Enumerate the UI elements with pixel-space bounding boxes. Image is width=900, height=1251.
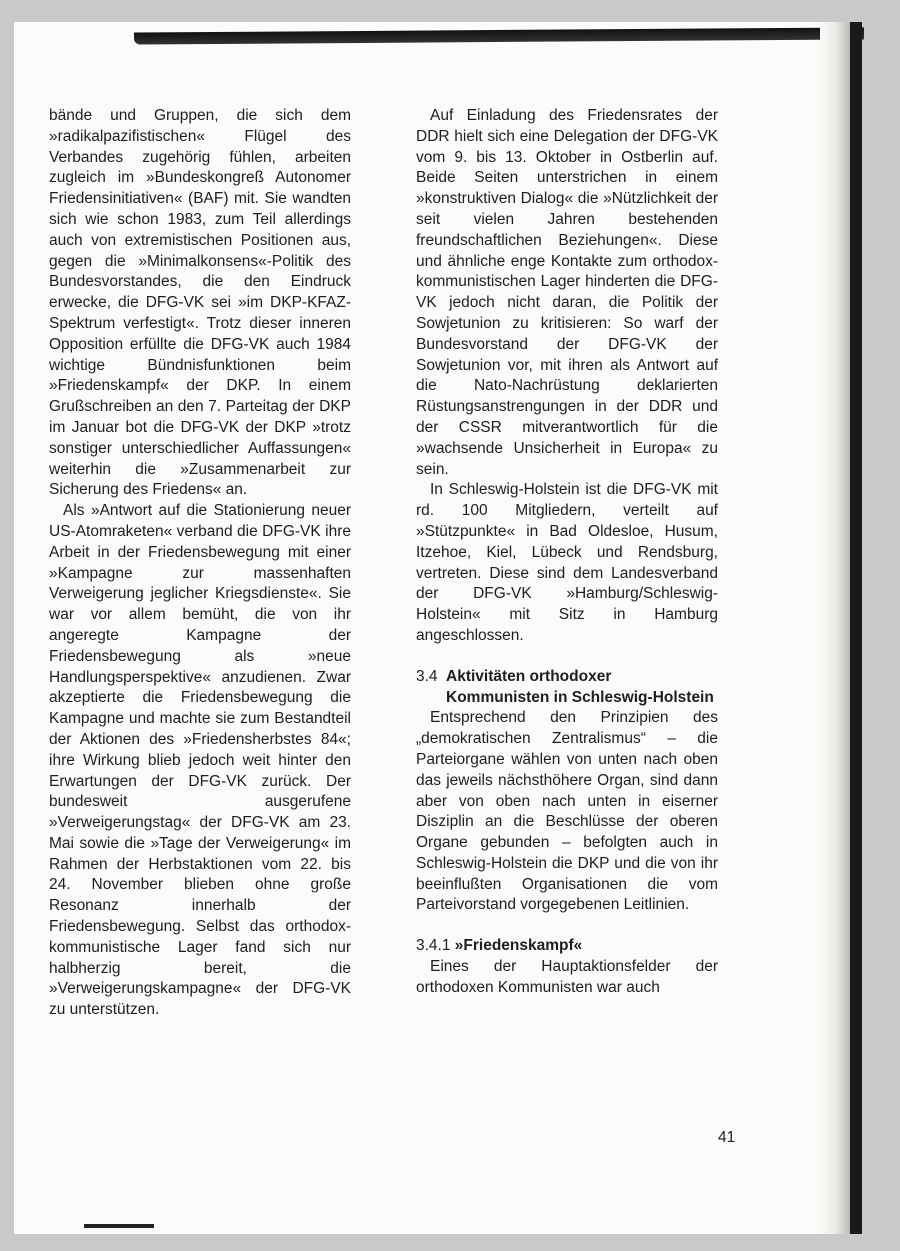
paragraph: In Schleswig-Holstein ist die DFG-VK mit rd. 100 Mitgliedern, verteilt auf »Stützpunkte« in Bad Oldesloe, Husum, Itzehoe, Kiel, Lübeck und Rendsburg, vertreten. Diese sind dem Landesverband der DFG-VK »Hamburg/Schleswig-Holstein« mit Sitz in Hamburg angeschlossen.: [416, 481, 718, 644]
section-title: Aktivitäten orthodoxer Kommunisten in Schleswig-Holstein: [446, 667, 714, 706]
scan-edge-bottom: [84, 1224, 154, 1228]
paragraph: Auf Einladung des Friedensrates der DDR hielt sich eine Delegation der DFG-VK vom 9. bis 13. Oktober in Ostberlin auf. Beide Seiten unterstrichen in einem »konstruktiven Dialog« die »Nützlichkeit der seit vielen Jahren bestehenden freundschaftlichen Beziehungen«. Diese und ähnliche enge Kontakte zum orthodox-kommunistischen Lager hinderten die DFG-VK jedoch nicht daran, die Politik der Sowjetunion zu kritisieren: So warf der Bundesvorstand der DFG-VK der Sowjetunion vor, mit ihren als Antwort auf die Nato-Nachrüstung deklarierten Rüstungsanstrengungen in der DDR und der CSSR mitverantwortlich für die »wachsende Unsicherheit in Europa« zu sein.: [416, 107, 718, 478]
scan-edge-right: [850, 22, 862, 1234]
left-column: [49, 106, 351, 1021]
subsection-number: 3.4.1: [416, 937, 451, 955]
section-heading: [416, 667, 718, 709]
page-number: 41: [718, 1129, 736, 1146]
paragraph: Entsprechend den Prinzipien des „demokratischen Zentralismus“ – die Parteiorgane wählen von unten nach oben das jeweils nächsthöhere Organ, sind dann aber von oben nach unten in eiserner Disziplin an die Beschlüsse der oberen Organe gebunden – befolgten auch in Schleswig-Holstein die DKP und die von ihr beeinflußten Organisationen die vom Parteivorstand vorgegebenen Leitlinien.: [416, 709, 718, 914]
paragraph: Eines der Hauptaktionsfelder der orthodoxen Kommunisten war auch: [416, 958, 718, 996]
scan-edge-top: [134, 27, 864, 44]
section-number: 3.4: [416, 667, 438, 685]
paragraph: bände und Gruppen, die sich dem »radikalpazifistischen« Flügel des Verbandes zugehörig fühlen, arbeiten zugleich im »Bundeskongreß Autonomer Friedensinitiativen« (BAF) mit. Sie wandten sich wie schon 1983, zum Teil allerdings auch von extremistischen Positionen aus, gegen die »Minimalkonsens«-Politik des Bundesvorstandes, die den Eindruck erwecke, die DFG-VK sei »im DKP-KFAZ-Spektrum verfestigt«. Trotz dieser inneren Opposition erfüllte die DFG-VK auch 1984 wichtige Bündnisfunktionen beim »Friedenskampf« der DKP. In einem Grußschreiben an den 7. Parteitag der DKP im Januar bot die DFG-VK der DKP »trotz sonstiger unterschiedlicher Auffassungen« weiterhin die »Zusammenarbeit zur Sicherung des Friedens« an.: [49, 107, 351, 499]
subsection-heading: [416, 936, 718, 957]
paragraph: Als »Antwort auf die Stationierung neuer US-Atomraketen« verband die DFG-VK ihre Arbeit in der Friedensbewegung mit einer »Kampagne zur massenhaften Verweigerung jeglicher Kriegsdienste«. Sie war vor allem bemüht, die von ihr angeregte Kampagne der Friedensbewegung als »neue Handlungsperspektive« anzudienen. Zwar akzeptierte die Friedensbewegung die Kampagne und machte sie zum Bestandteil der Aktionen des »Friedensherbstes 84«; ihre Wirkung blieb jedoch weit hinter den Erwartungen der DFG-VK zurück. Der bundesweit ausgerufene »Verweigerungstag« der DFG-VK am 23. Mai sowie die »Tage der Verweigerung« im Rahmen der Herbstaktionen vom 22. bis 24. November blieben ohne große Resonanz innerhalb der Friedensbewegung. Selbst das orthodox-kommunistische Lager fand sich nur halbherzig bereit, die »Verweigerungskampagne« der DFG-VK zu unterstützen.: [49, 502, 351, 1019]
right-column: [416, 106, 718, 999]
subsection-title: »Friedenskampf«: [454, 937, 583, 955]
